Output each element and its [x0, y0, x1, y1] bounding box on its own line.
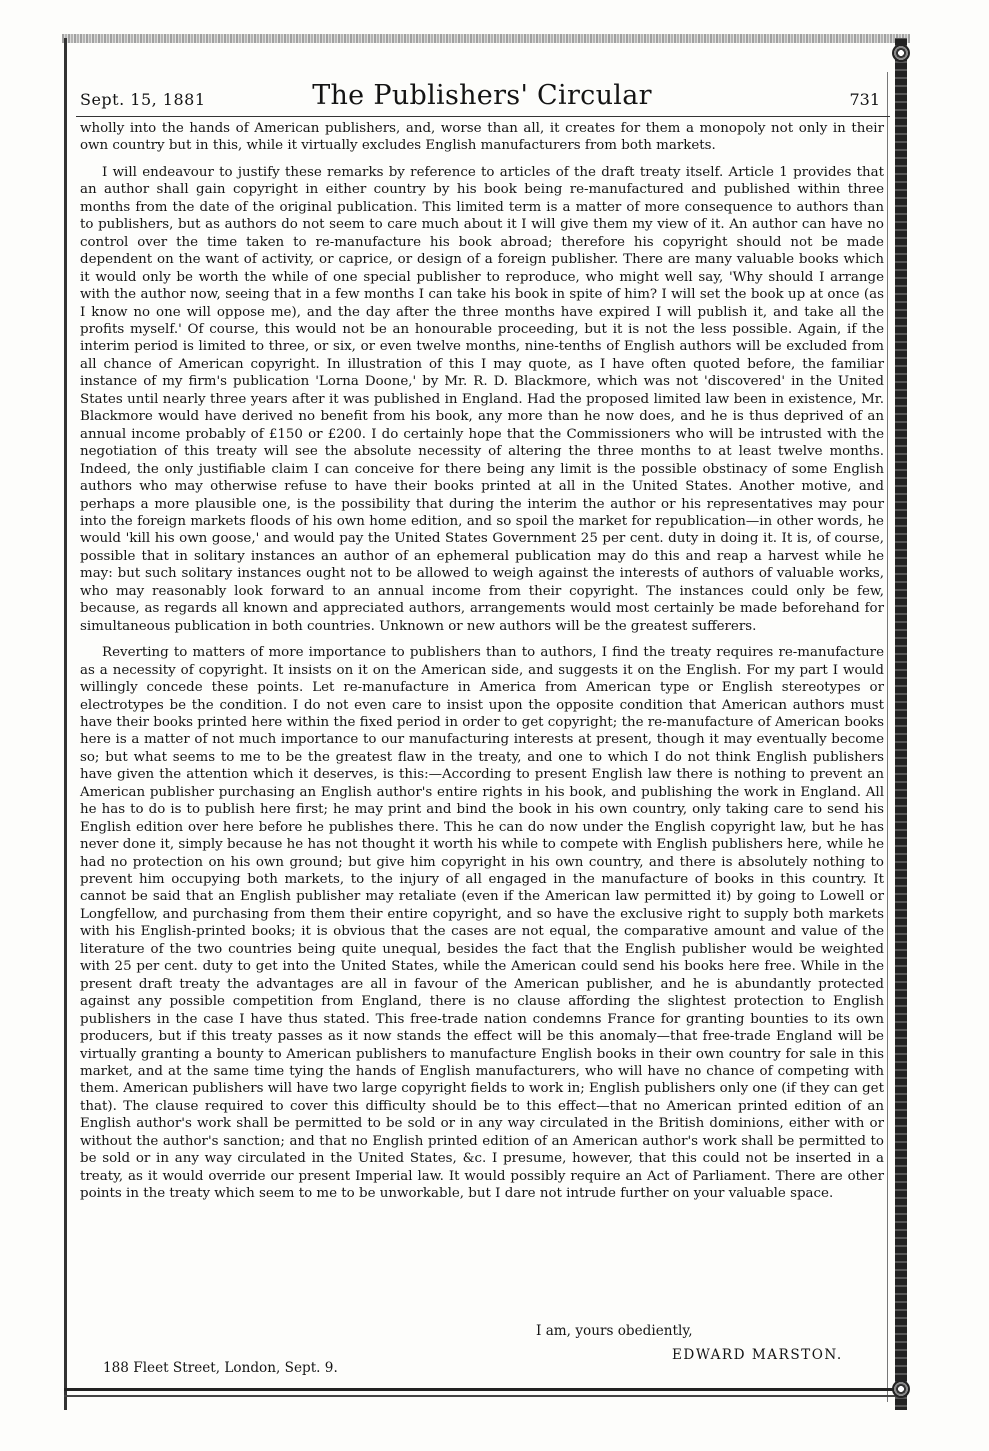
paragraph-continued: wholly into the hands of American publishers, and, worse than all, it creates for them a monopoly not only in their own country but in this, while it virtually excludes English manufacturers from both markets.	[80, 121, 884, 154]
journal-title: The Publishers' Circular	[312, 80, 652, 111]
corner-rosette-icon	[892, 44, 910, 62]
issue-date: Sept. 15, 1881	[80, 90, 206, 109]
signature: EDWARD MARSTON.	[672, 1347, 843, 1363]
paragraph-article-one: I will endeavour to justify these remarks by reference to articles of the draft treaty itself. Article 1 provides that an author shall gain copyright in either country by his book being re-manufactured and published within three months from the date of the original publication. This limited term is a matter of more consequence to authors than to publishers, but as authors do not seem to care much about it I will give them my view of it. An author can have no control over the time taken to re-manufacture his book abroad; therefore his copyright should not be made dependent on the want of activity, or caprice, or design of a foreign publisher. There are many valuable books which it would only be worth the while of one special publisher to reproduce, who might well say, 'Why should I arrange with the author now, seeing that in a few months I can take his book in spite of him? I will set the book up at once (as I know no one will oppose me), and the day after the three months have expired I will publish it, and take all the profits myself.' Of course, this would not be an honourable proceeding, but it is not the less possible. Again, if the interim period is limited to three, or six, or even twelve months, nine-tenths of English authors will be excluded from all chance of American copyright. In illustration of this I may quote, as I have often quoted before, the familiar instance of my firm's publication 'Lorna Doone,' by Mr. R. D. Blackmore, which was not 'discovered' in the United States until nearly three years after it was published in England. Had the proposed limited law been in existence, Mr. Blackmore would have derived no benefit from his book, any more than he now does, and he is thus deprived of an annual income probably of £150 or £200. I do certainly hope that the Commissioners who will be intrusted with the negotiation of this treaty will see the absolute necessity of altering the three months to at least twelve months. Indeed, the only justifiable claim I can conceive for there being any limit is the possible obstinacy of some English authors who may otherwise refuse to have their books printed at all in the United States. Another motive, and perhaps a more plausible one, is the possibility that during the interim the author or his representatives may pour into the foreign markets floods of his own home edition, and so spoil the market for republication—in other words, he would 'kill his own goose,' and would pay the United States Government 25 per cent. duty in doing it. It is, of course, possible that in solitary instances an author of an ephemeral publication may do this and reap a harvest while he may: but such solitary instances ought not to be allowed to weigh against the interests of authors of valuable works, who may reasonably look forward to an annual income from their copyright. The instances could only be few, because, as regards all known and appreciated authors, arrangements would most certainly be made beforehand for simultaneous publication in both countries. Unknown or new authors will be the greatest sufferers.	[80, 164, 884, 634]
sender-address: 188 Fleet Street, London, Sept. 9.	[103, 1360, 338, 1376]
top-ornamental-border	[62, 34, 910, 43]
bottom-border-rule-secondary	[64, 1395, 904, 1397]
header-rule	[76, 116, 890, 117]
left-border-rule	[64, 38, 67, 1410]
valediction: I am, yours obediently,	[536, 1323, 693, 1339]
corner-rosette-icon	[892, 1380, 910, 1398]
page-number: 731	[849, 90, 880, 109]
letter-body	[80, 120, 884, 1203]
running-header	[80, 80, 884, 114]
right-ornamental-border	[895, 38, 907, 1410]
right-inner-rule	[887, 72, 888, 1402]
paragraph-remanufacture: Reverting to matters of more importance to publishers than to authors, I find the treaty requires re-manufacture as a necessity of copyright. It insists on it on the American side, and suggests it on the English. For my part I would willingly concede these points. Let re-manufacture in America from American type or English stereotypes or electrotypes be the condition. I do not even care to insist upon the opposite condition that American authors must have their books printed here within the fixed period in order to get copyright; the re-manufacture of American books here is a matter of not much importance to our manufacturing interests at present, though it may eventually become so; but what seems to me to be the greatest flaw in the treaty, and one to which I do not think English publishers have given the attention which it deserves, is this:—According to present English law there is nothing to prevent an American publisher purchasing an English author's entire rights in his book, and publishing the work in England. All he has to do is to publish here first; he may print and bind the book in his own country, only taking care to send his English edition over here before he publishes there. This he can do now under the English copyright law, but he has never done it, simply because he has not thought it worth his while to compete with English publishers here, while he had no protection on his own ground; but give him copyright in his own country, and there is absolutely nothing to prevent him occupying both markets, to the injury of all engaged in the manufacture of books in this country. It cannot be said that an English publisher may retaliate (even if the American law permitted it) by going to Lowell or Longfellow, and purchasing from them their entire copyright, and so have the exclusive right to supply both markets with his English-printed books; it is obvious that the cases are not equal, the comparative amount and value of the literature of the two countries being quite unequal, besides the fact that the English publisher would be weighted with 25 per cent. duty to get into the United States, while the American could send his books here free. While in the present draft treaty the advantages are all in favour of the American publisher, and he is abundantly protected against any possible competition from England, there is no clause affording the slightest protection to English publishers in the case I have thus stated. This free-trade nation condemns France for granting bounties to its own producers, but if this treaty passes as it now stands the effect will be this anomaly—that free-trade England will be virtually granting a bounty to American publishers to manufacture English books in their own country for sale in this market, and at the same time tying the hands of English manufacturers, who will have no chance of competing with them. American publishers will have two large copyright fields to work in; English publishers only one (if they can get that). The clause required to cover this difficulty should be to this effect—that no American printed edition of an English author's work shall be permitted to be sold or in any way circulated in the British dominions, either with or without the author's sanction; and that no English printed edition of an American author's work shall be permitted to be sold or in any way circulated in the United States, &c. I presume, however, that this could not be inserted in a treaty, as it would override our present Imperial law. It would possibly require an Act of Parliament. There are other points in the treaty which seem to me to be unworkable, but I dare not intrude further on your valuable space.	[80, 645, 884, 1202]
bottom-border-rule	[64, 1388, 904, 1391]
